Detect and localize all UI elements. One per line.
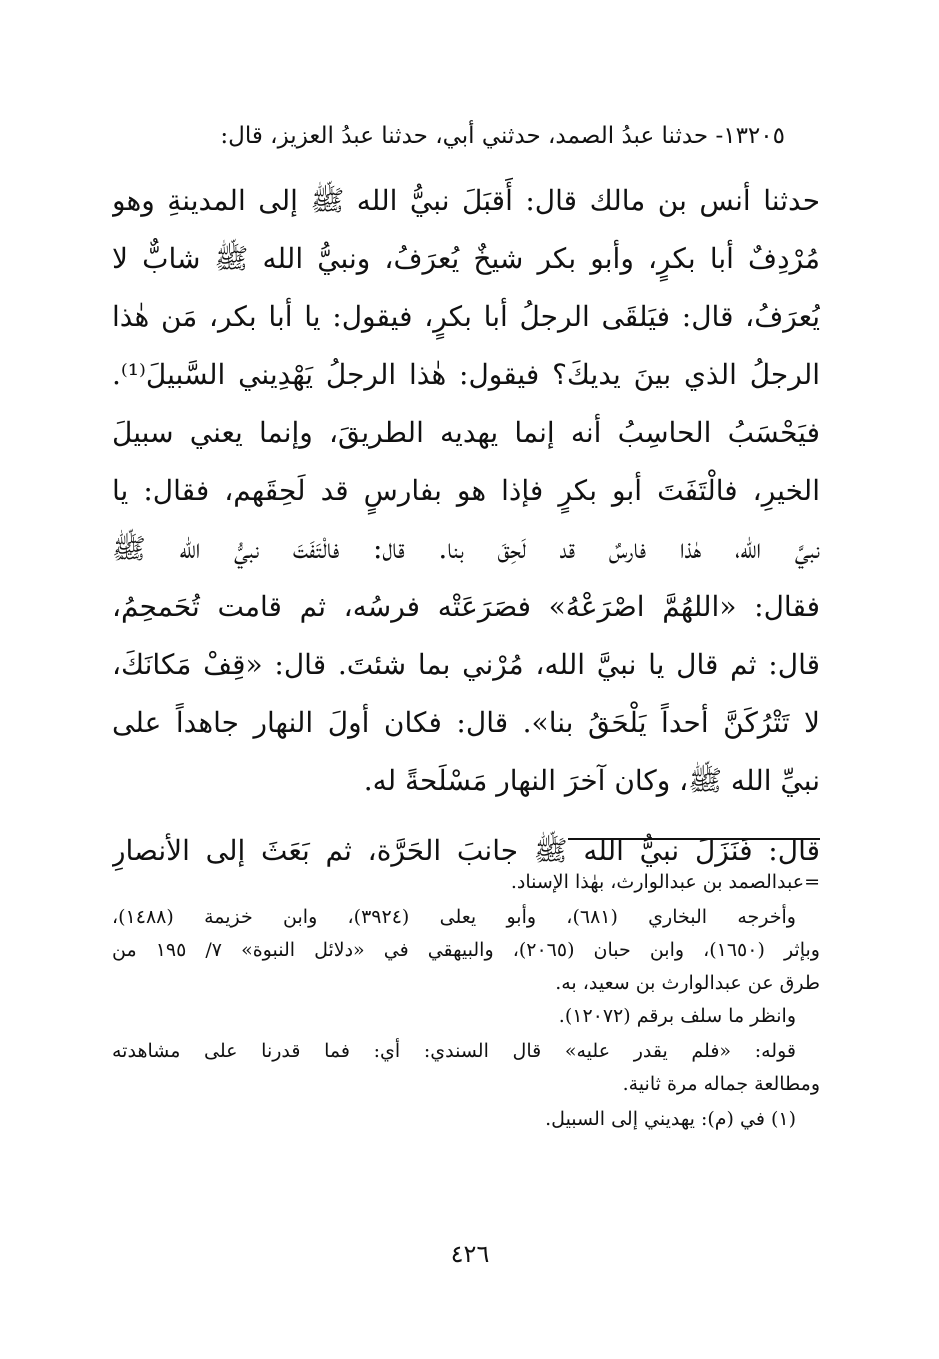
hadith-line: قال: فَنَزَلَ نبيُّ الله ﷺ جانبَ الحَرَّة، ثم بَعَثَ إلى الأنصارِ: [112, 834, 820, 867]
hadith-line: يُعرَفُ، قال: فيَلقَى الرجلُ أبا بكرٍ، فيقول: يا أبا بكر، مَن هٰذا: [112, 300, 820, 333]
hadith-body: [112, 172, 820, 880]
hadith-line: قال: ثم قال يا نبيَّ الله، مُرْني بما شئتَ. قال: «قِفْ مَكانَكَ،: [112, 648, 820, 681]
footnote-line: طرق عن عبدالوارث بن سعيد، به.: [555, 972, 820, 994]
footnote-line: ومطالعة جماله مرة ثانية.: [622, 1073, 820, 1095]
footnotes: [112, 866, 820, 1136]
footnote-line: =عبدالصمد بن عبدالوارث، بهٰذا الإسناد.: [510, 871, 820, 893]
hadith-line: فقال: «اللهُمَّ اصْرَعْهُ» فصَرَعَتْه فرسُه، ثم قامت تُحَمحِمُ،: [112, 590, 820, 623]
footnote-line: وانظر ما سلف برقم (١٢٠٧٢).: [558, 1005, 796, 1027]
footnote-line: (١) في (م): يهديني إلى السبيل.: [545, 1108, 796, 1130]
hadith-line: فيَحْسَبُ الحاسِبُ أنه إنما يهديه الطريقَ، وإنما يعني سبيلَ: [112, 416, 820, 449]
footnote-line: قوله: «فلم يقدر عليه» قال السندي: أي: فما قدرنا على مشاهدته: [112, 1040, 796, 1062]
hadith-line: مُرْدِفٌ أبا بكرٍ، وأبو بكر شيخٌ يُعرَفُ، ونبيُّ الله ﷺ شابٌّ لا: [112, 242, 820, 275]
hadith-line: لا تَتْرُكَنَّ أحداً يَلْحَقُ بنا». قال: فكان أولَ النهار جاهداً على: [112, 706, 820, 739]
footnote-line: وأخرجه البخاري (٦٨١)، وأبو يعلى (٣٩٢٤)، وابن خزيمة (١٤٨٨)،: [112, 906, 796, 928]
footnote-line: وبإثر (١٦٥٠)، وابن حبان (٢٠٦٥)، والبيهقي في «دلائل النبوة» ٧/ ١٩٥ من: [112, 939, 820, 961]
hadith-line: الخيرِ، فالْتَفَتَ أبو بكرٍ فإذا هو بفارسٍ قد لَحِقَهم، فقال: يا: [112, 474, 820, 507]
footnote-separator: [568, 838, 820, 840]
hadith-line: نبيِّ الله ﷺ، وكان آخرَ النهار مَسْلَحةً له.: [363, 764, 820, 797]
page-number: ٤٢٦: [450, 1240, 490, 1268]
hadith-line: حدثنا أنس بن مالك قال: أَقبَلَ نبيُّ الله ﷺ إلى المدينةِ وهو: [112, 184, 820, 217]
hadith-line: نبيَّ الله، هٰذا فارسٌ قد لَحِقَ بنا. قال: فالْتَفَتَ نبيُّ الله ﷺ: [112, 532, 820, 565]
hadith-line: الرجلُ الذي بينَ يديكَ؟ فيقول: هٰذا الرجلُ يَهْدِيني السَّبيلَ⁽¹⁾.: [112, 358, 820, 391]
hadith-heading: ١٣٢٠٥- حدثنا عبدُ الصمد، حدثني أبي، حدثنا عبدُ العزيز، قال:: [220, 123, 785, 149]
